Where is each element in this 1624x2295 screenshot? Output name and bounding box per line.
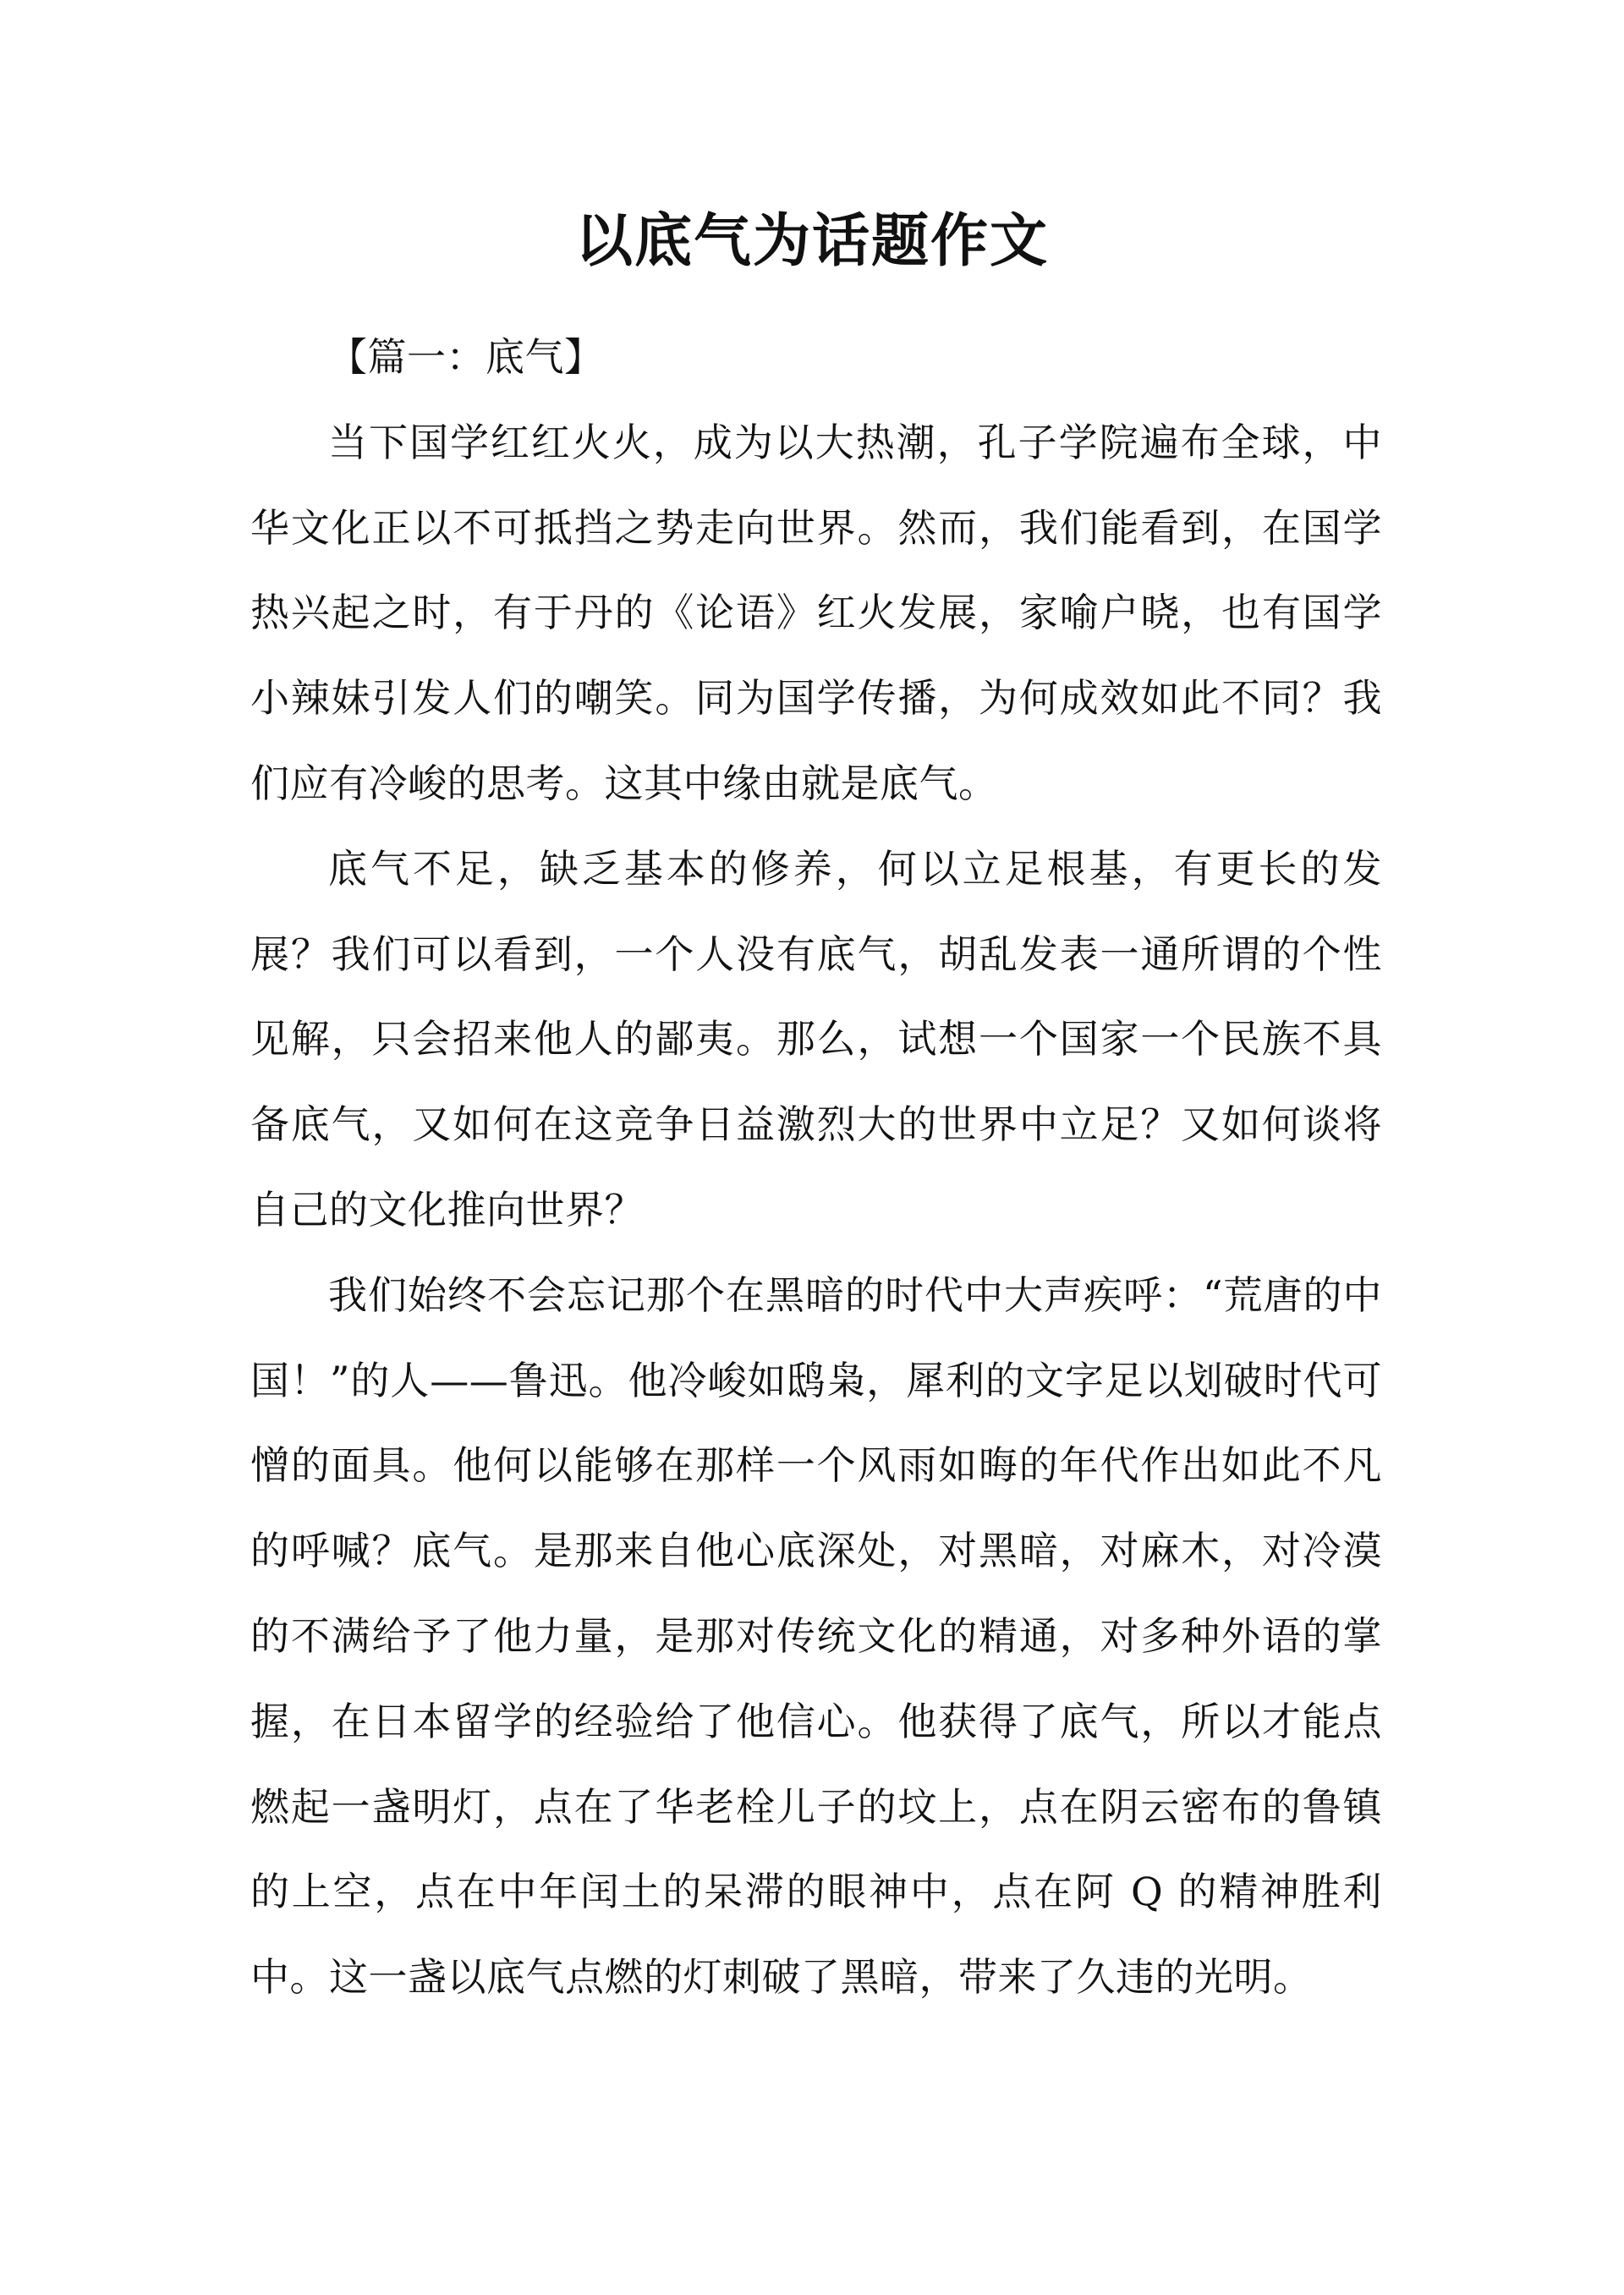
paragraph: 当下国学红红火火，成为以大热潮，孔子学院遍布全球，中华文化正以不可抵挡之势走向世界。然而，我们能看到，在国学热兴起之时，有于丹的《论语》红火发展，家喻户晓，也有国学小辣妹引发人们的嘲笑。同为国学传播，为何成效如此不同？我们应有冷峻的思考。这其中缘由就是底气。	[250, 419, 1382, 806]
section-heading: 【篇一：底气】	[328, 334, 604, 380]
document-body	[250, 315, 1382, 2020]
paragraph: 我们始终不会忘记那个在黑暗的时代中大声疾呼：“荒唐的中国！”的人——鲁迅。他冷峻如鸱枭，犀利的文字足以划破时代可憎的面具。他何以能够在那样一个风雨如晦的年代作出如此不凡的呼喊？底气。是那来自他心底深处，对黑暗，对麻木，对冷漠的不满给予了他力量，是那对传统文化的精通，对多种外语的掌握，在日本留学的经验给了他信心。他获得了底气，所以才能点燃起一盏明灯，点在了华老栓儿子的坟上，点在阴云密布的鲁镇的上空，点在中年闰土的呆滞的眼神中，点在阿 Q 的精神胜利中。这一盏以底气点燃的灯刺破了黑暗，带来了久违的光明。	[250, 1271, 1382, 2001]
paragraph: 底气不足，缺乏基本的修养，何以立足根基，有更长的发展？我们可以看到，一个人没有底气，胡乱发表一通所谓的个性见解，只会招来他人的鄙夷。那么，试想一个国家一个民族不具备底气，又如何在这竞争日益激烈大的世界中立足？又如何谈将自己的文化推向世界？	[250, 845, 1382, 1233]
document-title: 以底气为话题作文	[574, 208, 1049, 275]
